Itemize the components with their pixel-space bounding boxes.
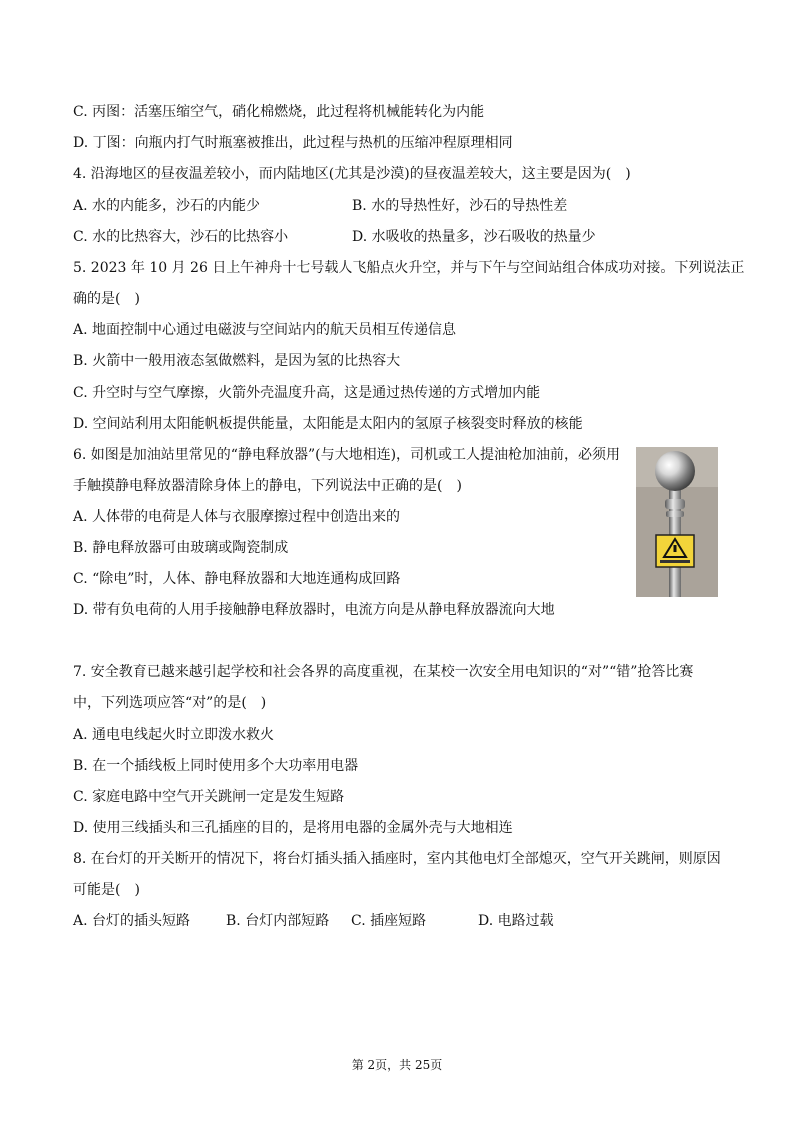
- q6-option-b: B. 静电释放器可由玻璃或陶瓷制成: [73, 540, 289, 556]
- q6-option-c: C. “除电”时，人体、静电释放器和大地连通构成回路: [73, 571, 401, 587]
- q8-option-a: A. 台灯的插头短路: [73, 913, 191, 929]
- q4-stem: 4. 沿海地区的昼夜温差较小，而内陆地区(尤其是沙漠)的昼夜温差较大，这主要是因为( ): [73, 166, 631, 182]
- q4-option-b: B. 水的导热性好，沙石的导热性差: [352, 198, 568, 214]
- q3-option-c: C. 丙图：活塞压缩空气，硝化棉燃烧，此过程将机械能转化为内能: [73, 104, 485, 120]
- q5-stem-line1: 5. 2023 年 10 月 26 日上午神舟十七号载人飞船点火升空，并与下午与空间站组合体成功对接。下列说法正: [73, 260, 745, 276]
- q8-option-b: B. 台灯内部短路: [226, 913, 330, 929]
- q7-option-c: C. 家庭电路中空气开关跳闸一定是发生短路: [73, 789, 345, 805]
- static-discharger-image: [636, 447, 718, 597]
- q5-option-b: B. 火箭中一般用液态氢做燃料，是因为氢的比热容大: [73, 353, 401, 369]
- q5-option-c: C. 升空时与空气摩擦，火箭外壳温度升高，这是通过热传递的方式增加内能: [73, 385, 541, 401]
- page-number: 第 2页，共 25页: [351, 1058, 443, 1072]
- q7-stem-line2: 中，下列选项应答“对”的是( ): [73, 695, 267, 711]
- q6-option-d: D. 带有负电荷的人用手接触静电释放器时，电流方向是从静电释放器流向大地: [73, 602, 555, 618]
- q4-option-c: C. 水的比热容大，沙石的比热容小: [73, 229, 289, 245]
- q7-option-d: D. 使用三线插头和三孔插座的目的，是将用电器的金属外壳与大地相连: [73, 820, 513, 836]
- q6-stem-line1: 6. 如图是加油站里常见的“静电释放器”(与大地相连)，司机或工人提油枪加油前，必须用: [73, 447, 621, 463]
- q7-option-a: A. 通电电线起火时立即泼水救火: [73, 727, 275, 743]
- q8-option-d: D. 电路过载: [478, 913, 554, 929]
- q4-option-a: A. 水的内能多，沙石的内能少: [73, 198, 261, 214]
- static-discharger-photo: [636, 447, 718, 597]
- q6-option-a: A. 人体带的电荷是人体与衣服摩擦过程中创造出来的: [73, 509, 401, 525]
- q7-stem-line1: 7. 安全教育已越来越引起学校和社会各界的高度重视，在某校一次安全用电知识的“对”“错”抢答比赛: [73, 664, 694, 680]
- q8-option-c: C. 插座短路: [351, 913, 427, 929]
- q6-stem-line2: 手触摸静电释放器清除身体上的静电，下列说法中正确的是( ): [73, 478, 462, 494]
- q3-option-d: D. 丁图：向瓶内打气时瓶塞被推出，此过程与热机的压缩冲程原理相同: [73, 135, 513, 151]
- q4-option-d: D. 水吸收的热量多，沙石吸收的热量少: [352, 229, 596, 245]
- q5-option-d: D. 空间站利用太阳能帆板提供能量，太阳能是太阳内的氢原子核裂变时释放的核能: [73, 416, 583, 432]
- q7-option-b: B. 在一个插线板上同时使用多个大功率用电器: [73, 758, 359, 774]
- q5-stem-line2: 确的是( ): [73, 291, 140, 307]
- q8-stem-line1: 8. 在台灯的开关断开的情况下，将台灯插头插入插座时，室内其他电灯全部熄灭，空气开关跳闸，则原因: [73, 851, 721, 867]
- q8-stem-line2: 可能是( ): [73, 882, 140, 898]
- q5-option-a: A. 地面控制中心通过电磁波与空间站内的航天员相互传递信息: [73, 322, 457, 338]
